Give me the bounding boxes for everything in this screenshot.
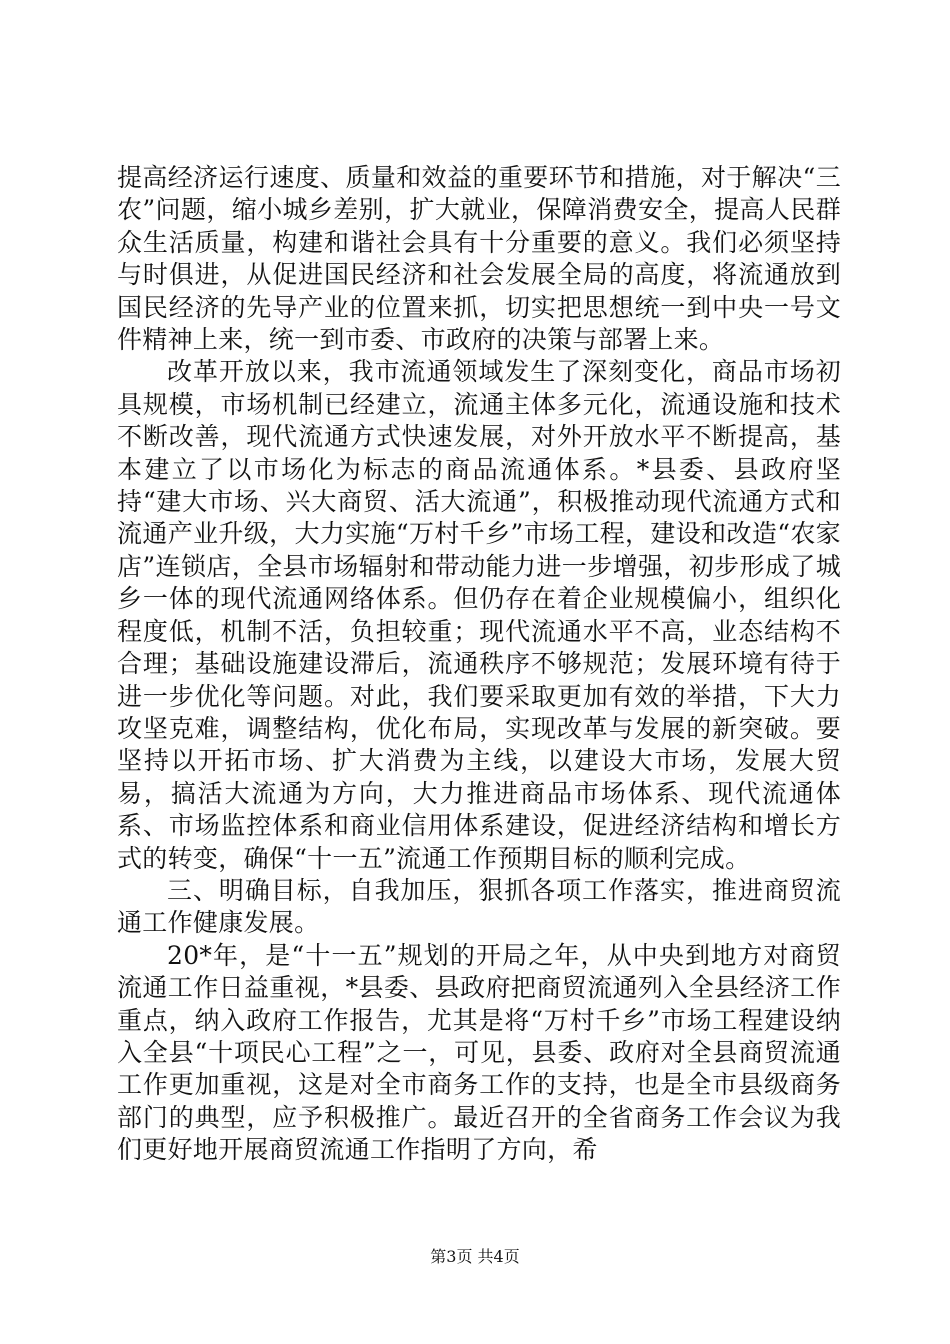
body-text (117, 162, 841, 1167)
paragraph-plan: 20*年，是“十一五”规划的开局之年，从中央到地方对商贸流通工作日益重视，*县委、县政府把商贸流通列入全县经济工作重点，纳入政府工作报告，尤其是将“万村千乡”市场工程建设纳入全县“十项民心工程”之一，可见，县委、政府对全县商贸流通工作更加重视，这是对全市商务工作的支持，也是全市县级商务部门的典型，应予积极推广。最近召开的全省商务工作会议为我们更好地开展商贸流通工作指明了方向，希 (117, 940, 841, 1165)
paragraph-continuation: 提高经济运行速度、质量和效益的重要环节和措施，对于解决“三农”问题，缩小城乡差别，扩大就业，保障消费安全，提高人民群众生活质量，构建和谐社会具有十分重要的意义。我们必须坚持与时俱进，从促进国民经济和社会发展全局的高度，将流通放到国民经济的先导产业的位置来抓，切实把思想统一到中央一号文件精神上来，统一到市委、市政府的决策与部署上来。 (117, 163, 841, 355)
paragraph-reform: 改革开放以来，我市流通领域发生了深刻变化，商品市场初具规模，市场机制已经建立，流通主体多元化，流通设施和技术不断改善，现代流通方式快速发展，对外开放水平不断提高，基本建立了以市场化为标志的商品流通体系。*县委、县政府坚持“建大市场、兴大商贸、活大流通”，积极推动现代流通方式和流通产业升级，大力实施“万村千乡”市场工程，建设和改造“农家店”连锁店，全县市场辐射和带动能力进一步增强，初步形成了城乡一体的现代流通网络体系。但仍存在着企业规模偏小，组织化程度低，机制不活，负担较重；现代流通水平不高，业态结构不合理；基础设施建设滞后，流通秩序不够规范；发展环境有待于进一步优化等问题。对此，我们要采取更加有效的举措，下大力攻坚克难，调整结构，优化布局，实现改革与发展的新突破。要坚持以开拓市场、扩大消费为主线，以建设大市场，发展大贸易，搞活大流通为方向，大力推进商品市场体系、现代流通体系、市场监控体系和商业信用体系建设，促进经济结构和增长方式的转变，确保“十一五”流通工作预期目标的顺利完成。 (117, 357, 841, 873)
section-heading-three: 三、明确目标，自我加压，狠抓各项工作落实，推进商贸流通工作健康发展。 (117, 875, 841, 938)
page-footer: 第3页 共4页 (430, 1247, 520, 1266)
